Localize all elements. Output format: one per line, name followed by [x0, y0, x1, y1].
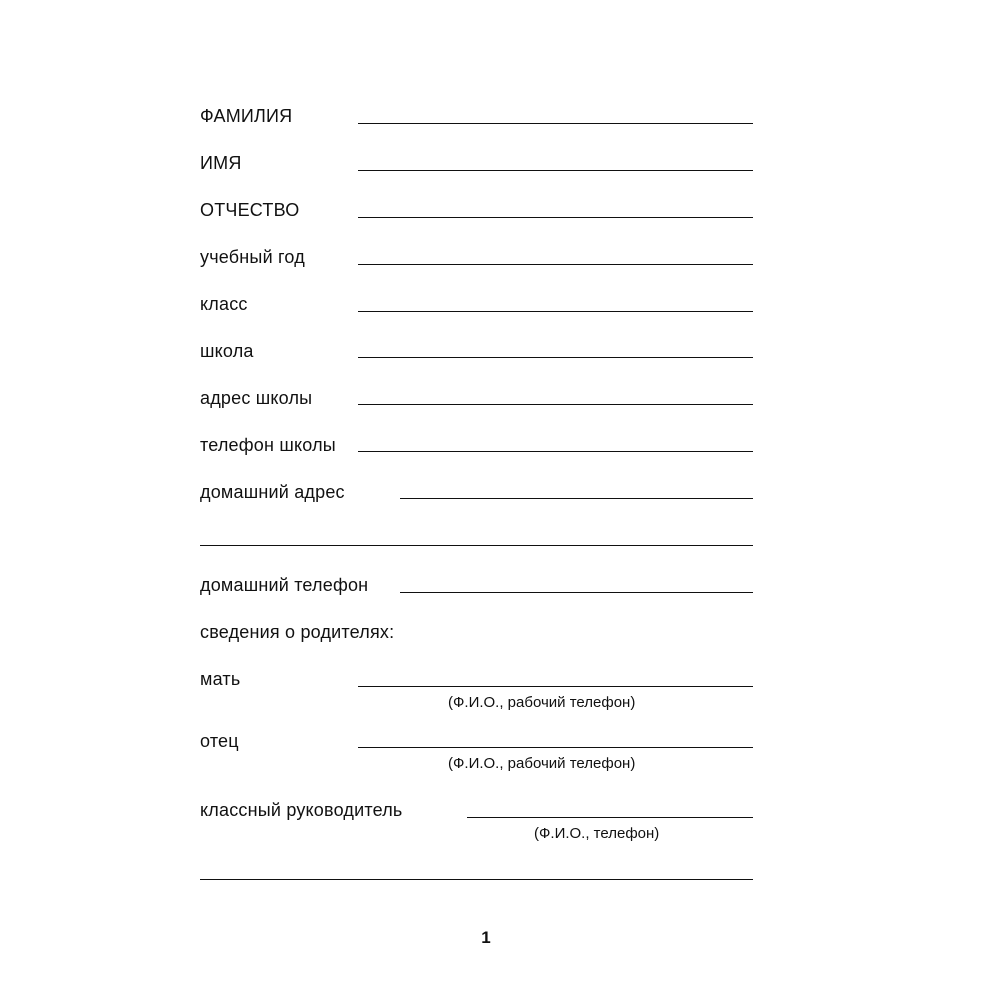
- name-label: ИМЯ: [200, 153, 242, 173]
- school-address-field-line[interactable]: [358, 404, 753, 405]
- class-teacher-hint: (Ф.И.О., телефон): [534, 825, 660, 842]
- home-address-extra-line[interactable]: [200, 545, 753, 546]
- surname-label: ФАМИЛИЯ: [200, 106, 293, 126]
- patronymic-label: ОТЧЕСТВО: [200, 200, 300, 220]
- home-address-field-line[interactable]: [400, 498, 753, 499]
- patronymic-field-line[interactable]: [358, 217, 753, 218]
- school-phone-field-line[interactable]: [358, 451, 753, 452]
- school-address-label: адрес школы: [200, 388, 313, 408]
- school-field-line[interactable]: [358, 357, 753, 358]
- school-phone-label: телефон школы: [200, 435, 336, 455]
- class-label: класс: [200, 294, 248, 314]
- mother-label: мать: [200, 669, 241, 689]
- father-field-line[interactable]: [358, 747, 753, 748]
- home-address-label: домашний адрес: [200, 482, 345, 502]
- mother-field-line[interactable]: [358, 686, 753, 687]
- home-phone-field-line[interactable]: [400, 592, 753, 593]
- class-teacher-extra-line[interactable]: [200, 879, 753, 880]
- name-field-line[interactable]: [358, 170, 753, 171]
- father-hint: (Ф.И.О., рабочий телефон): [448, 755, 636, 772]
- home-phone-label: домашний телефон: [200, 575, 369, 595]
- surname-field-line[interactable]: [358, 123, 753, 124]
- class-teacher-field-line[interactable]: [467, 817, 753, 818]
- school-year-label: учебный год: [200, 247, 305, 267]
- father-label: отец: [200, 731, 239, 751]
- parents-info-heading: сведения о родителях:: [200, 622, 395, 642]
- school-year-field-line[interactable]: [358, 264, 753, 265]
- mother-hint: (Ф.И.О., рабочий телефон): [448, 694, 636, 711]
- school-label: школа: [200, 341, 254, 361]
- page-number: 1: [481, 928, 491, 947]
- class-teacher-label: классный руководитель: [200, 800, 403, 820]
- class-field-line[interactable]: [358, 311, 753, 312]
